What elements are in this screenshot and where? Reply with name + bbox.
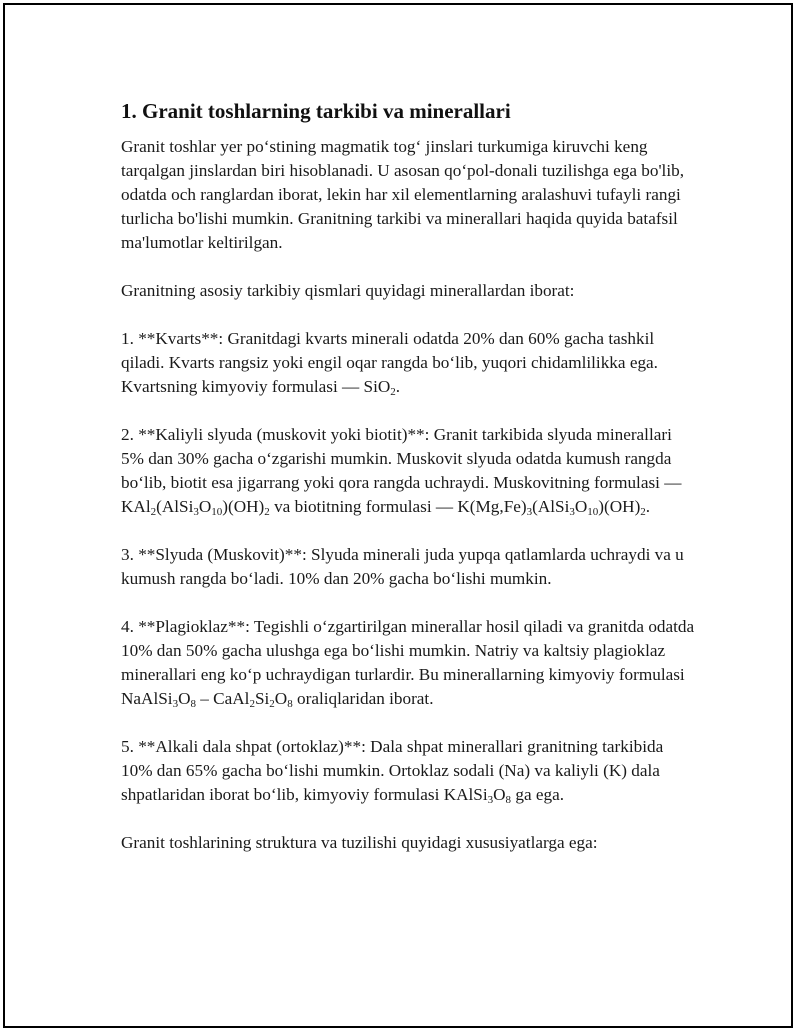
item-plagioklaz bbox=[121, 615, 696, 711]
item-text: 1. **Kvarts**: Granitdagi kvarts minerali odatda 20% dan 60% gacha tashkil qiladi. Kvarts rangsiz yoki engil oqar rangda bo‘lib, yuqori chidamlilikka ega. Kvartsning kimyoviy formulasi — bbox=[121, 329, 658, 396]
formula-segment: – CaAl bbox=[195, 689, 250, 708]
formula-segment: KAlSi bbox=[443, 785, 488, 804]
formula-segment: . bbox=[395, 377, 401, 396]
formula-subscript: 10 bbox=[587, 506, 599, 518]
formula-subscript: 10 bbox=[211, 506, 223, 518]
formula-segment: O bbox=[493, 785, 506, 804]
formula-segment: O bbox=[198, 497, 212, 516]
item-slyuda bbox=[121, 543, 696, 591]
item-text: 4. **Plagioklaz**: Tegishli o‘zgartirilgan minerallar hosil qiladi va granitda odatda 10% dan 50% gacha ulushga ega bo‘lishi mumkin. Natriy va kaltsiy plagioklaz minerallari eng ko‘p uchraydigan turlardir. Bu minerallarning kimyoviy formulasi bbox=[121, 617, 695, 684]
formula-subscript: 3 bbox=[193, 506, 199, 518]
formula-segment: (AlSi bbox=[532, 497, 570, 516]
formula-segment: KAl bbox=[121, 497, 151, 516]
formula-subscript: 3 bbox=[569, 506, 575, 518]
document-page bbox=[3, 3, 793, 1028]
formula-segment: Si bbox=[254, 689, 270, 708]
item-alkali-dala-shpat bbox=[121, 735, 696, 807]
formula-segment: O bbox=[574, 497, 588, 516]
formula-subscript: 8 bbox=[505, 794, 512, 806]
closing-paragraph: Granit toshlarining struktura va tuzilishi quyidagi xususiyatlarga ega: bbox=[121, 833, 598, 852]
item-text: 2. **Kaliyli slyuda (muskovit yoki biotit)**: Granit tarkibida slyuda minerallari 5% dan 30% gacha o‘zgarishi mumkin. Muskovit slyuda odatda kumush rangda bo‘lib, biotit esa jigarrang yoki qora rangda uchraydi. Muskovitning formulasi — bbox=[121, 425, 682, 492]
formula-segment: oraliqlaridan iborat. bbox=[292, 689, 434, 708]
formula-subscript: 3 bbox=[487, 794, 494, 806]
formula-subscript: 3 bbox=[172, 698, 179, 710]
formula-segment: )(OH) bbox=[598, 497, 641, 516]
formula-subscript: 2 bbox=[150, 506, 157, 518]
formula-segment: )(OH) bbox=[222, 497, 265, 516]
section-title: 1. Granit toshlarning tarkibi va minerallari bbox=[121, 99, 511, 123]
formula-segment: O bbox=[274, 689, 288, 708]
formula-subscript: 2 bbox=[269, 698, 275, 710]
formula-segment: NaAlSi bbox=[121, 689, 173, 708]
formula-subscript: 8 bbox=[287, 698, 293, 710]
item-text: 3. **Slyuda (Muskovit)**: Slyuda minerali juda yupqa qatlamlarda uchraydi va u kumush rangda bo‘ladi. 10% dan 20% gacha bo‘lishi mumkin. bbox=[121, 545, 684, 588]
item-kaliyli-slyuda bbox=[121, 423, 696, 519]
chemical-formula bbox=[121, 689, 434, 708]
formula-segment: (AlSi bbox=[156, 497, 194, 516]
chemical-formula bbox=[444, 785, 564, 804]
formula-subscript: 2 bbox=[249, 698, 255, 710]
formula-segment: ga ega. bbox=[511, 785, 565, 804]
item-kvarts bbox=[121, 327, 696, 399]
formula-subscript: 3 bbox=[526, 506, 533, 518]
document-body bbox=[121, 97, 696, 879]
formula-segment: . bbox=[645, 497, 651, 516]
intro-paragraph: Granit toshlar yer po‘stining magmatik tog‘ jinslari turkumiga kiruvchi keng tarqalgan jinslardan biri hisoblanadi. U asosan qo‘pol-donali tuzilishga ega bo'lib, odatda och ranglardan iborat, lekin har xil elementlarning aralashuvi tufayli rangi turlicha bo'lishi mumkin. Granitning tarkibi va minerallari haqida quyida batafsil ma'lumotlar keltirilgan. bbox=[121, 137, 684, 252]
formula-segment: va biotitning formulasi — K(Mg,Fe) bbox=[269, 497, 527, 516]
formula-segment: O bbox=[178, 689, 191, 708]
formula-subscript: 8 bbox=[190, 698, 196, 710]
formula-subscript: 2 bbox=[390, 386, 396, 398]
lead-paragraph: Granitning asosiy tarkibiy qismlari quyidagi minerallardan iborat: bbox=[121, 281, 575, 300]
chemical-formula bbox=[121, 497, 650, 516]
chemical-formula bbox=[364, 377, 401, 396]
formula-segment: SiO bbox=[363, 377, 391, 396]
formula-subscript: 2 bbox=[640, 506, 646, 518]
formula-subscript: 2 bbox=[264, 506, 270, 518]
item-text: 5. **Alkali dala shpat (ortoklaz)**: Dala shpat minerallari granitning tarkibida 10% dan 65% gacha bo‘lishi mumkin. Ortoklaz sodali (Na) va kaliyli (K) dala shpatlaridan iborat bo‘lib, kimyoviy formulasi bbox=[121, 737, 664, 804]
